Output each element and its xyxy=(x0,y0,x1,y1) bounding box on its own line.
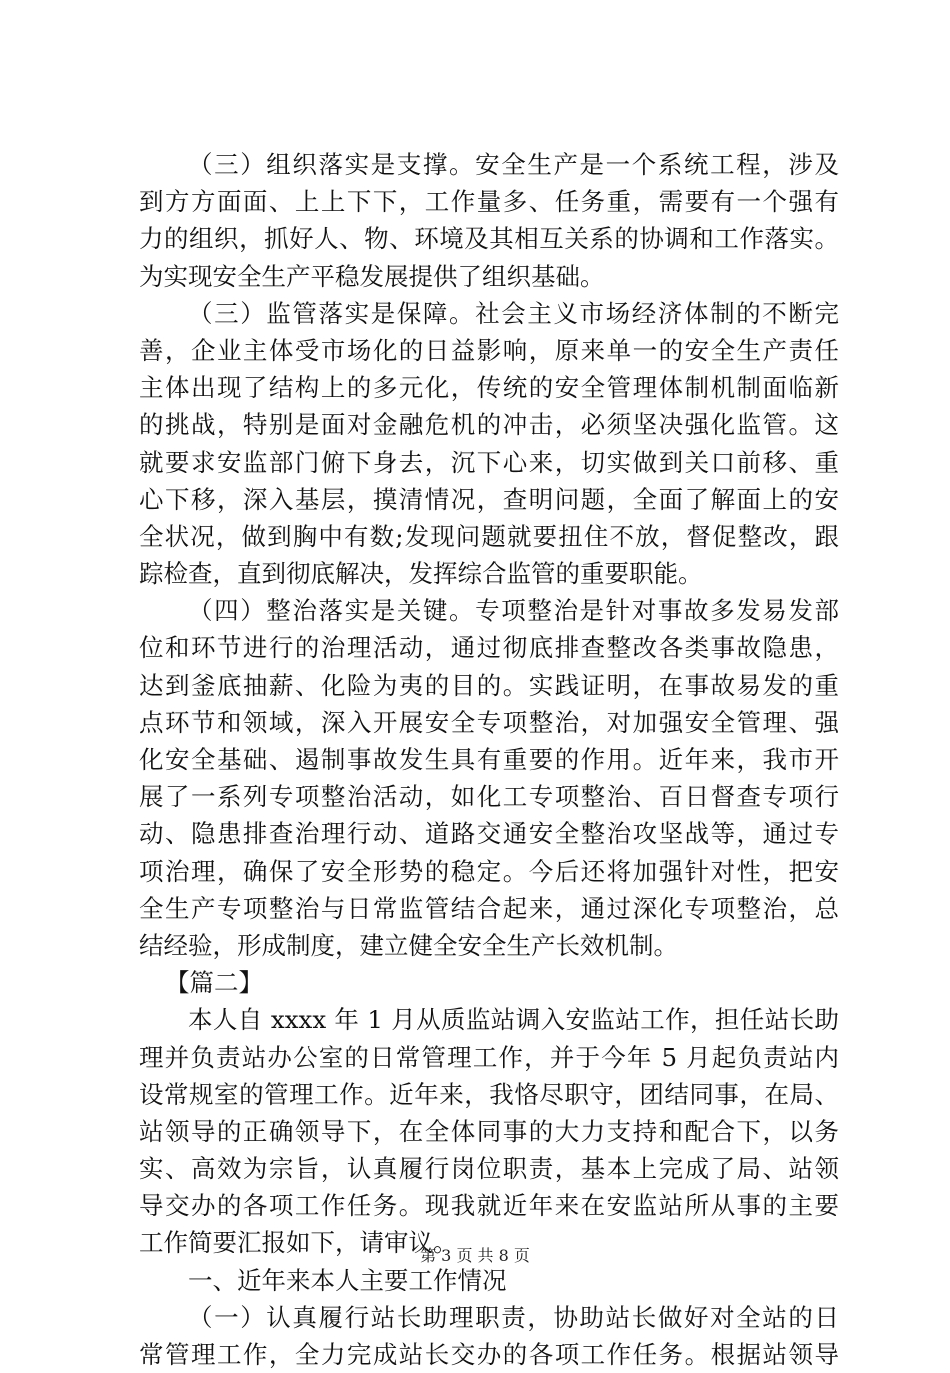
text-line: （一）认真履行站长助理职责，协助站长做好对全站的日 xyxy=(188,1302,839,1332)
text-line: 实、高效为宗旨，认真履行岗位职责，基本上完成了局、站领 xyxy=(139,1154,839,1184)
text-line: （四）整治落实是关键。专项整治是针对事故多发易发部 xyxy=(188,596,839,626)
text-line: 心下移，深入基层，摸清情况，查明问题，全面了解面上的安 xyxy=(139,484,839,514)
text-line: 【篇二】 xyxy=(165,968,263,998)
text-line: 善，企业主体受市场化的日益影响，原来单一的安全生产责任 xyxy=(139,335,839,365)
text-line: 位和环节进行的治理活动，通过彻底排查整改各类事故隐患， xyxy=(139,633,839,663)
text-line: 项治理，确保了安全形势的稳定。今后还将加强针对性，把安 xyxy=(139,856,839,886)
text-line: 常管理工作，全力完成站长交办的各项工作任务。根据站领导 xyxy=(139,1340,839,1369)
text-line: 全生产专项整治与日常监管结合起来，通过深化专项整治，总 xyxy=(139,893,839,923)
paragraph xyxy=(139,592,839,964)
text-line: 展了一系列专项整治活动，如化工专项整治、百日督查专项行 xyxy=(139,782,839,812)
text-line: 设常规室的管理工作。近年来，我恪尽职守，团结同事，在局、 xyxy=(139,1079,839,1109)
text-line: 踪检查，直到彻底解决，发挥综合监管的重要职能。 xyxy=(139,559,703,589)
text-line: 达到釜底抽薪、化险为夷的目的。实践证明，在事故易发的重 xyxy=(139,670,839,700)
paragraph xyxy=(139,295,839,593)
text-line: 站领导的正确领导下，在全体同事的大力支持和配合下，以务 xyxy=(139,1116,839,1146)
text-line: 动、隐患排查治理行动、道路交通安全整治攻坚战等，通过专 xyxy=(139,819,839,849)
text-line: 为实现安全生产平稳发展提供了组织基础。 xyxy=(139,261,605,291)
paragraph xyxy=(139,1299,839,1373)
text-line: 理并负责站办公室的日常管理工作，并于今年 5 月起负责站内 xyxy=(139,1042,839,1072)
paragraph xyxy=(139,146,839,295)
text-line: 本人自 xxxx 年 1 月从质监站调入安监站工作，担任站长助 xyxy=(188,1005,839,1035)
section-heading xyxy=(139,964,839,1001)
text-line: 结经验，形成制度，建立健全安全生产长效机制。 xyxy=(139,930,678,960)
paragraph xyxy=(139,1262,839,1299)
paragraph xyxy=(139,1001,839,1261)
text-line: 力的组织，抓好人、物、环境及其相互关系的协调和工作落实。 xyxy=(139,224,839,254)
page-footer xyxy=(0,1245,950,1267)
text-line: 导交办的各项工作任务。现我就近年来在安监站所从事的主要 xyxy=(139,1191,839,1221)
text-line: （三）监管落实是保障。社会主义市场经济体制的不断完 xyxy=(188,298,839,328)
text-line: 就要求安监部门俯下身去，沉下心来，切实做到关口前移、重 xyxy=(139,447,839,477)
text-line: 工作简要汇报如下，请审议。 xyxy=(139,1228,458,1258)
text-line: 全状况，做到胸中有数;发现问题就要扭住不放，督促整改，跟 xyxy=(139,521,839,551)
document-body xyxy=(139,146,839,1373)
text-line: 到方方面面、上上下下，工作量多、任务重，需要有一个强有 xyxy=(139,187,839,217)
text-line: 一、近年来本人主要工作情况 xyxy=(188,1265,507,1295)
text-line: 点环节和领域，深入开展安全专项整治，对加强安全管理、强 xyxy=(139,707,839,737)
text-line: 主体出现了结构上的多元化，传统的安全管理体制机制面临新 xyxy=(139,373,839,403)
text-line: 的挑战，特别是面对金融危机的冲击，必须坚决强化监管。这 xyxy=(139,410,839,440)
page-number-label: 第 3 页 共 8 页 xyxy=(420,1246,530,1265)
text-line: （三）组织落实是支撑。安全生产是一个系统工程，涉及 xyxy=(188,150,839,179)
text-line: 化安全基础、遏制事故发生具有重要的作用。近年来，我市开 xyxy=(139,745,839,774)
